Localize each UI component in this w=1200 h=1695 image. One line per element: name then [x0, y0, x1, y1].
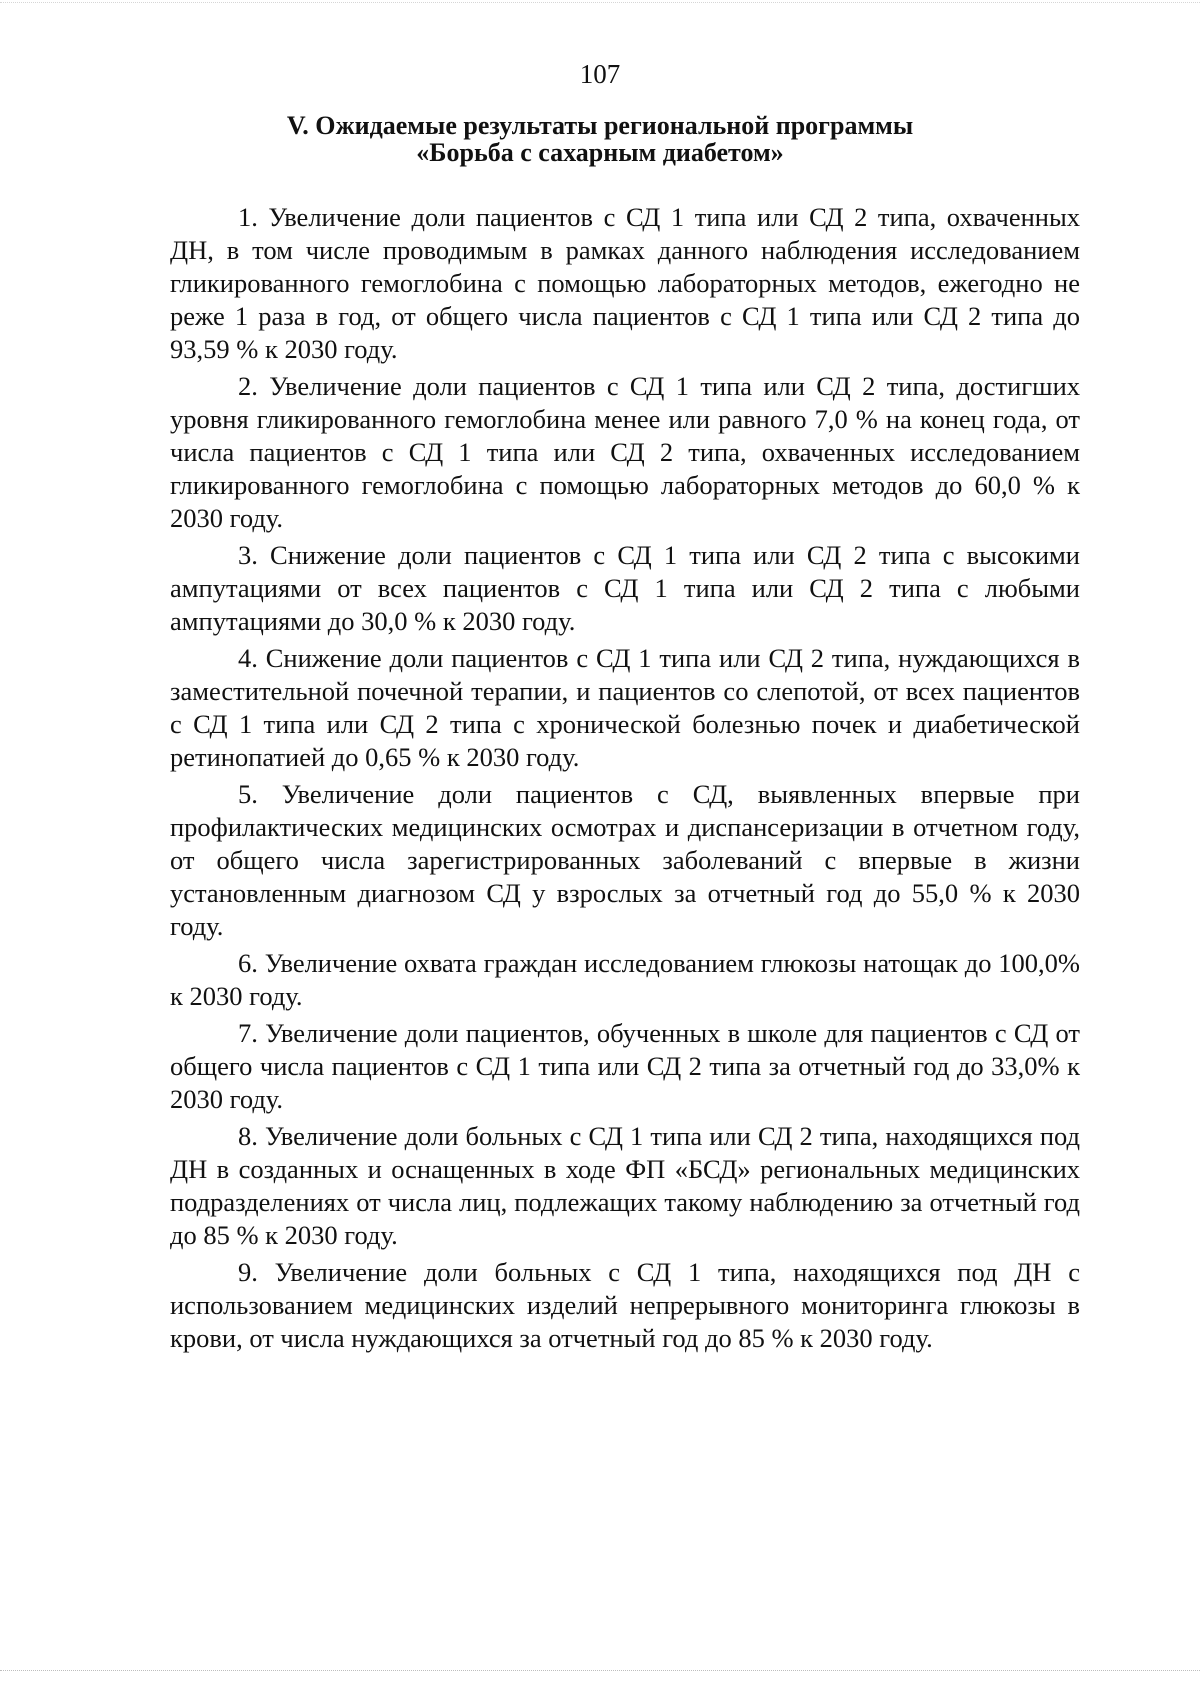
section-heading: [150, 112, 1050, 166]
paragraph-1: 1. Увеличение доли пациентов с СД 1 типа или СД 2 типа, охваченных ДН, в том числе проводимым в рамках данного наблюдения исследованием гликированного гемоглобина с помощью лабораторных методов, ежегодно не реже 1 раза в год, от общего числа пациентов с СД 1 типа или СД 2 типа до 93,59 % к 2030 году.: [170, 202, 1080, 364]
paragraph-4: 4. Снижение доли пациентов с СД 1 типа или СД 2 типа, нуждающихся в заместительной почечной терапии, и пациентов со слепотой, от всех пациентов с СД 1 типа или СД 2 типа с хронической болезнью почек и диабетической ретинопатией до 0,65 % к 2030 году.: [170, 643, 1080, 772]
scan-edge-bottom: [0, 1670, 1200, 1671]
paragraph-5: 5. Увеличение доли пациентов с СД, выявленных впервые при профилактических медицинских осмотрах и диспансеризации в отчетном году, от общего числа зарегистрированных заболеваний с впервые в жизни установленным диагнозом СД у взрослых за отчетный год до 55,0 % к 2030 году.: [170, 779, 1080, 941]
paragraph-8: 8. Увеличение доли больных с СД 1 типа или СД 2 типа, находящихся под ДН в созданных и оснащенных в ходе ФП «БСД» региональных медицинских подразделениях от числа лиц, подлежащих такому наблюдению за отчетный год до 85 % к 2030 году.: [170, 1121, 1080, 1250]
section-heading-line-2: «Борьба с сахарным диабетом»: [416, 138, 784, 167]
section-heading-line-1: V. Ожидаемые результаты региональной программы: [286, 111, 914, 140]
page-number: 107: [579, 59, 621, 89]
scan-edge-top: [0, 2, 1200, 3]
paragraph-2: 2. Увеличение доли пациентов с СД 1 типа или СД 2 типа, достигших уровня гликированного гемоглобина менее или равного 7,0 % на конец года, от числа пациентов с СД 1 типа или СД 2 типа, охваченных исследованием гликированного гемоглобина с помощью лабораторных методов до 60,0 % к 2030 году.: [170, 371, 1080, 533]
paragraph-6: 6. Увеличение охвата граждан исследованием глюкозы натощак до 100,0% к 2030 году.: [170, 948, 1080, 1011]
body-text: [170, 201, 1080, 1359]
paragraph-9: 9. Увеличение доли больных с СД 1 типа, находящихся под ДН с использованием медицинских изделий непрерывного мониторинга глюкозы в крови, от числа нуждающихся за отчетный год до 85 % к 2030 году.: [170, 1257, 1080, 1353]
paragraph-3: 3. Снижение доли пациентов с СД 1 типа или СД 2 типа с высокими ампутациями от всех пациентов с СД 1 типа или СД 2 типа с любыми ампутациями до 30,0 % к 2030 году.: [170, 540, 1080, 636]
paragraph-7: 7. Увеличение доли пациентов, обученных в школе для пациентов с СД от общего числа пациентов с СД 1 типа или СД 2 типа за отчетный год до 33,0% к 2030 году.: [170, 1018, 1080, 1114]
